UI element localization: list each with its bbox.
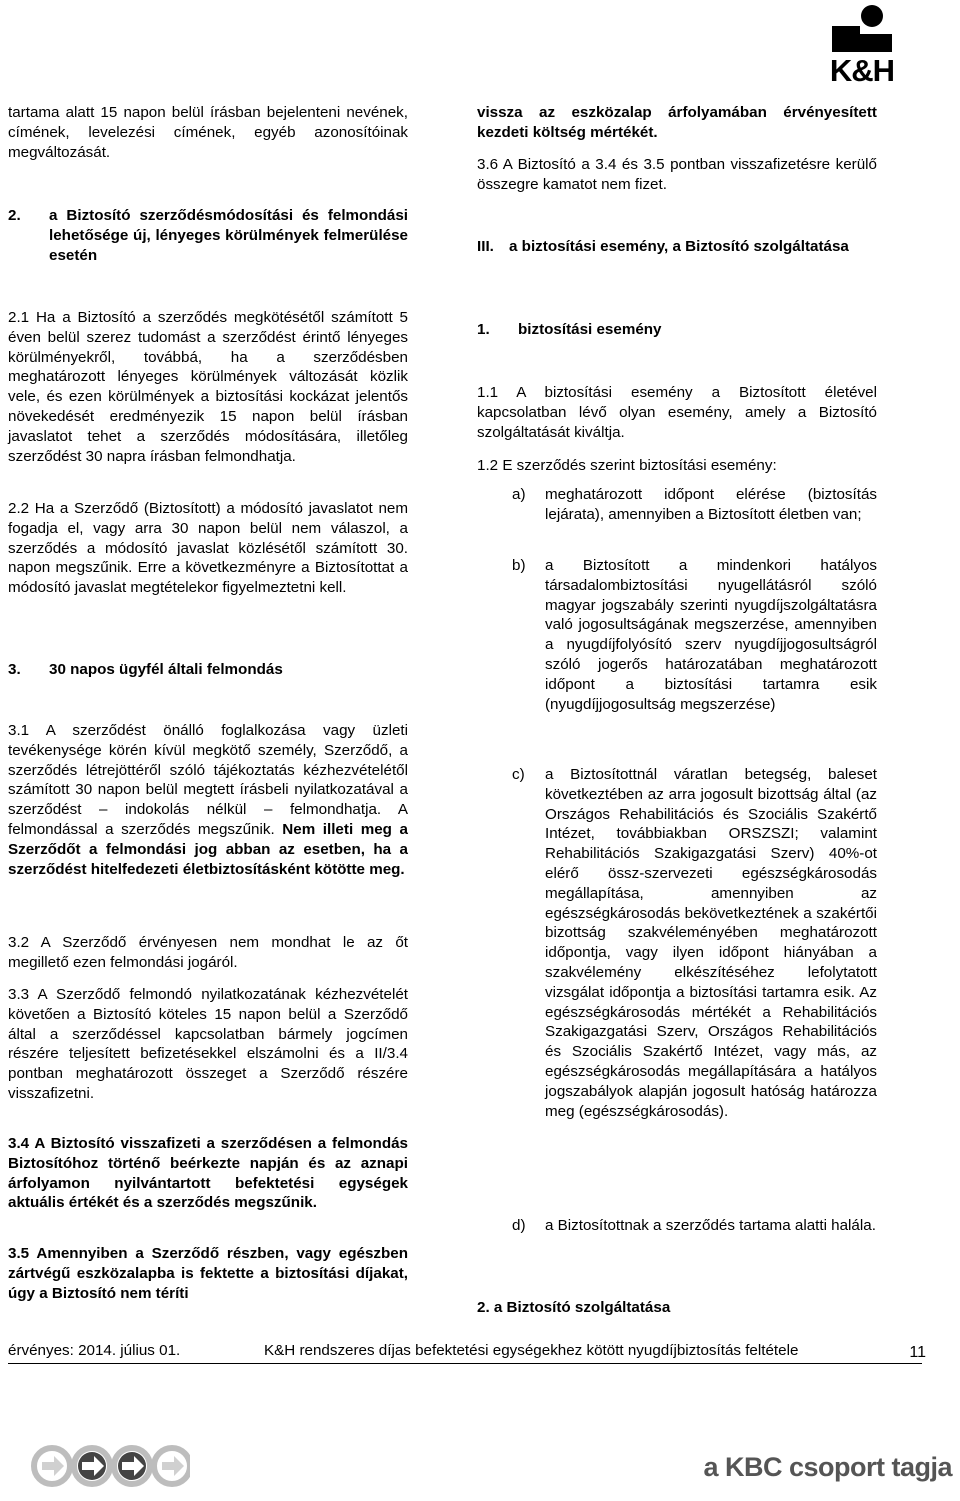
kbc-tagline: a KBC csoport tagja — [703, 1452, 952, 1482]
paragraph-3-1 — [8, 721, 408, 879]
paragraph-1-1: 1.1 A biztosítási esemény a Biztosított életével kapcsolatban lévő olyan esemény, amely a Biztosító szolgáltatását kiváltja. — [477, 384, 877, 441]
paragraph-3-2: 3.2 A Szerződő érvényesen nem mondhat le az őt megillető ezen felmondási jogáról. — [8, 934, 408, 971]
logo-text: K&H — [829, 53, 895, 88]
section-number: 3. — [8, 661, 21, 678]
section-2-heading: 2. a Biztosító szolgáltatása — [477, 1299, 671, 1316]
intro-paragraph: tartama alatt 15 napon belül írásban bejelenteni nevének, címének, levelezési címének, egyéb azonosítóinak megváltozását. — [8, 104, 408, 161]
paragraph-3-5: 3.5 Amennyiben a Szerződő részben, vagy egészben zártvégű eszközalapba is fektette a biztosítási díjakat, úgy a Biztosító nem téríti — [8, 1245, 408, 1302]
kh-logo — [808, 4, 916, 86]
paragraph-3-1-text: 3.1 A szerződést önálló foglalkozása vagy üzleti tevékenysége körén kívül megkötő személy, Szerződő, a szerződés létrejöttéről szóló tájékoztatás kézhezvételétől számított 30 napon belül megtett írásbeli nyilatkozatával a szerződést – indokolás nélkül – felmondhatja. A felmondással a szerződés megszűnik. — [8, 722, 408, 838]
list-item — [477, 556, 877, 714]
section-title: biztosítási esemény — [518, 321, 662, 338]
list-item — [477, 485, 877, 525]
kh-logo-icon — [830, 4, 894, 54]
list-label: c) — [512, 766, 525, 783]
list-label: b) — [512, 557, 526, 574]
footer-date: érvényes: 2014. július 01. — [8, 1342, 181, 1359]
list-item — [477, 765, 877, 1121]
list-text: meghatározott időpont elérése (biztosítás lejárata), amennyiben a Biztosított életben van; — [545, 486, 877, 523]
section-3-heading — [8, 660, 408, 680]
list-item — [477, 1216, 877, 1236]
paragraph-3-6: 3.6 A Biztosító a 3.4 és 3.5 pontban visszafizetésre kerülő összegre kamatot nem fizet. — [477, 156, 877, 193]
section-number: 2. — [8, 207, 21, 224]
paragraph-2-2: 2.2 Ha a Szerződő (Biztosított) a módosító javaslatot nem fogadja el, vagy arra 30 napon belül nem válaszol, a szerződés a módosító javaslat közlésétől számított 30. napon megszűnik. Erre a következményre a Biztosítottat a módosító javaslat megtételekor figyelmeztetni kell. — [8, 500, 408, 597]
page-number: 11 — [909, 1344, 926, 1361]
section-title: a biztosítási esemény, a Biztosító szolgáltatása — [509, 238, 849, 255]
list-label: a) — [512, 486, 526, 503]
section-number: 1. — [477, 321, 490, 338]
page-footer — [8, 1341, 926, 1364]
list-label: d) — [512, 1217, 526, 1234]
list-text: a Biztosított a mindenkori hatályos társadalombiztosítási nyugellátásról szóló magyar jogszabály szerinti nyugdíjszolgáltatásra való jogosultságának megszerzése, amennyiben a nyugdíjfolyósító szerv nyugdíjjogosultságról szóló jogerős határozatában meghatározott időpont a biztosítási tartamra esik (nyugdíjjogosultság megszerzése) — [545, 557, 877, 713]
section-2-heading — [8, 206, 408, 265]
paragraph-1-2: 1.2 E szerződés szerint biztosítási esemény: — [477, 457, 777, 474]
paragraph-3-4: 3.4 A Biztosító visszafizeti a szerződésen a felmondás Biztosítóhoz történő beérkezte napján és az aznapi árfolyamon nyilvántartott befektetési egységek aktuális értékét és a szerződés megszűnik. — [8, 1135, 408, 1212]
section-title: a Biztosító szerződésmódosítási és felmondási lehetősége új, lényeges körülmények felmerülése esetén — [49, 207, 408, 264]
section-number: III. — [477, 238, 494, 255]
continued-paragraph: vissza az eszközalap árfolyamában érvényesített kezdeti költség mértékét. — [477, 104, 877, 141]
arrows-icon — [30, 1432, 190, 1496]
section-1-heading — [477, 320, 877, 340]
list-text: a Biztosítottnak a szerződés tartama alatti halála. — [545, 1217, 876, 1234]
section-III-heading — [477, 237, 877, 257]
paragraph-3-3: 3.3 A Szerződő felmondó nyilatkozatának kézhezvételét követően a Biztosító köteles 15 napon belül a Szerződő által a szerződéssel kapcsolatban bármely jogcímen részére teljesített befizetésekkel elszámolni és a II/3.4 pontban meghatározott összeget a Szerződő részére visszafizetni. — [8, 986, 408, 1102]
section-title: 30 napos ügyfél általi felmondás — [49, 661, 283, 678]
paragraph-2-1: 2.1 Ha a Biztosító a szerződés megkötésétől számított 5 éven belül szerez tudomást a szerződést érintő lényeges körülményekről, továbbá, ha a szerződésben meghatározott lényeges körülmények változását közlik vele, és ezen körülmények a biztosítási kockázat jelentős növekedését eredményezik 15 napon belül írásban javaslatot tehet a szerződés módosítására, illetőleg szerződést 30 napra írásban felmondhatja. — [8, 309, 408, 465]
footer-title: K&H rendszeres díjas befektetési egységekhez kötött nyugdíjbiztosítás feltétele — [264, 1342, 799, 1359]
paragraph-3-1-bold: Nem illeti meg a Szerződőt a felmondási jog abban az esetben, ha a szerződést hitelfedezeti életbiztosításként kötötte meg. — [8, 820, 408, 878]
list-text: a Biztosítottnál váratlan betegség, baleset következtében az arra jogosult bizottság által (az Országos Rehabilitációs és Szociális Szakértő Intézet, továbbiakban ORSZSZI; valamint Rehabilitációs Szakigazgatási Szerv) 40%-ot elérő össz-szervezeti egészségkárosodás megállapítása, amennyiben az egészségkárosodás bekövetkeztének a szakértői bizottság szakvéleményében meghatározott időpontja, vagy ilyen időpont hiányában a szakvélemény elkészítéséhez lefolytatott vizsgálat időpontja a biztosítási tartamra esik. Az egészségkárosodás mértékét a Rehabilitációs Szakigazgatási Szerv, Országos Rehabilitációs és Szociális Szakértő Intézet, vagy más, az egészségkárosodás megállapítására a hatályos jogszabályok alapján jogosult hatóság határozza meg (egészségkárosodás). — [545, 766, 877, 1120]
